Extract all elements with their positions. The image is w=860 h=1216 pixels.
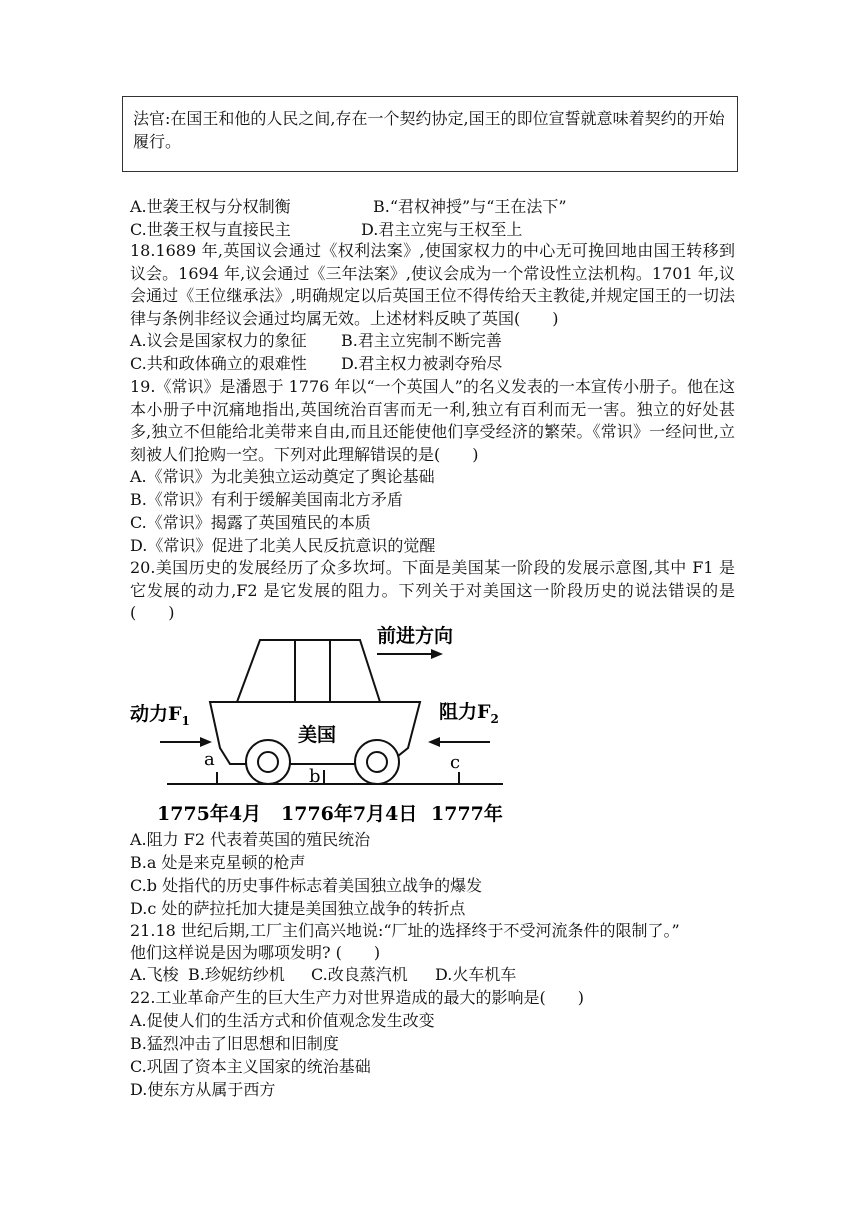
q21-option-b[interactable]: B.珍妮纺纱机 [188, 965, 285, 984]
q17-option-a[interactable]: A.世袭王权与分权制衡 [130, 197, 291, 216]
quote-text: 法官:在国王和他的人民之间,存在一个契约协定,国王的即位宣誓就意味着契约的开始履行。 [133, 109, 725, 151]
direction-arrow-head [431, 649, 443, 659]
car-cabin [237, 640, 380, 702]
q21-stem-line-1: 21.18 世纪后期,工厂主们高兴地说:“厂址的选择终于不受河流条件的限制了。” [130, 921, 680, 940]
q19-option-d[interactable]: D.《常识》促进了北美人民反抗意识的觉醒 [130, 536, 436, 555]
q17-options-row-1 [130, 196, 567, 218]
q17-option-d[interactable]: D.君主立宪与王权至上 [361, 220, 523, 239]
q18-option-d[interactable]: D.君主权力被剥夺殆尽 [341, 354, 503, 373]
q22-option-b[interactable]: B.猛烈冲击了旧思想和旧制度 [130, 1034, 339, 1053]
force1-label: 动力$F_1$ [130, 703, 190, 728]
q17-options-row-2 [130, 219, 522, 241]
q21-option-d[interactable]: D.火车机车 [435, 965, 517, 984]
q19-option-a[interactable]: A.《常识》为北美独立运动奠定了舆论基础 [130, 467, 435, 486]
mark-c: c [450, 752, 461, 773]
q18-options-row-2 [130, 353, 502, 375]
q17-option-c[interactable]: C.世袭王权与直接民主 [130, 220, 291, 239]
q18-option-a[interactable]: A.议会是国家权力的象征 [130, 331, 307, 350]
q22-option-c[interactable]: C.巩固了资本主义国家的统治基础 [130, 1057, 371, 1076]
q22-option-d[interactable]: D.使东方从属于西方 [130, 1080, 276, 1099]
direction-label: 前进方向 [377, 625, 454, 647]
car-label: 美国 [298, 724, 337, 746]
q20-option-a[interactable]: A.阻力 F2 代表着英国的殖民统治 [130, 830, 371, 849]
wheel-left-hub [258, 752, 278, 772]
mark-b: b [309, 766, 321, 787]
force1-arrow-head [200, 737, 212, 747]
q18-option-b[interactable]: B.君主立宪制不断完善 [341, 331, 502, 350]
q21-stem-line-2: 他们这样说是因为哪项发明? ( ) [130, 943, 381, 962]
q22-option-a[interactable]: A.促使人们的生活方式和价值观念发生改变 [130, 1011, 435, 1030]
date-1776: 1776年7月4日 [281, 803, 418, 825]
q20-option-b[interactable]: B.a 处是来克星顿的枪声 [130, 853, 306, 872]
force2-label: 阻力$F_2$ [439, 701, 499, 726]
q17-option-b[interactable]: B.“君权神授”与“王在法下” [373, 197, 567, 216]
q18-options-row-1 [130, 330, 502, 352]
wheel-right-hub [367, 752, 387, 772]
q21-options-row [130, 964, 516, 986]
usa-development-diagram [125, 620, 515, 830]
q19-option-b[interactable]: B.《常识》有利于缓解美国南北方矛盾 [130, 490, 403, 509]
q20-option-c[interactable]: C.b 处指代的历史事件标志着美国独立战争的爆发 [130, 876, 483, 895]
q22-stem: 22.工业革命产生的巨大生产力对世界造成的最大的影响是( ) [130, 988, 584, 1007]
q19-stem: 19.《常识》是潘恩于 1776 年以“一个英国人”的名义发表的一本宣传小册子。他在这本小册子中沉痛地指出,英国统治百害而无一利,独立有百利而无一害。独立的好处甚多,独立不但能给北美带来自由,而且还能使他们享受经济的繁荣。《常识》一经问世,立刻被人们抢购一空。下列对此理解错误的是( ) [130, 377, 735, 464]
q20-option-d[interactable]: D.c 处的萨拉托加大捷是美国独立战争的转折点 [130, 899, 466, 918]
force2-arrow-head [428, 737, 440, 747]
mark-a: a [204, 749, 215, 770]
q18-stem: 18.1689 年,英国议会通过《权利法案》,使国家权力的中心无可挽回地由国王转移到议会。1694 年,议会通过《三年法案》,使议会成为一个常设性立法机构。1701 年,议会通过《王位继承法》,明确规定以后英国王位不得传给天主教徒,并规定国王的一切法律与条例非经议会通过均属无效。上述材料反映了英国( ) [130, 241, 735, 328]
q21-option-c[interactable]: C.改良蒸汽机 [311, 965, 408, 984]
q21-option-a[interactable]: A.飞梭 [130, 965, 179, 984]
q19-option-c[interactable]: C.《常识》揭露了英国殖民的本质 [130, 513, 371, 532]
date-1775: 1775年4月 [157, 803, 262, 825]
quote-box [122, 96, 738, 172]
date-1777: 1777年 [431, 803, 503, 825]
q20-stem: 20.美国历史的发展经历了众多坎坷。下面是美国某一阶段的发展示意图,其中 F1 是它发展的动力,F2 是它发展的阻力。下列关于对美国这一阶段历史的说法错误的是( ) [130, 558, 735, 622]
q18-option-c[interactable]: C.共和政体确立的艰难性 [130, 354, 307, 373]
